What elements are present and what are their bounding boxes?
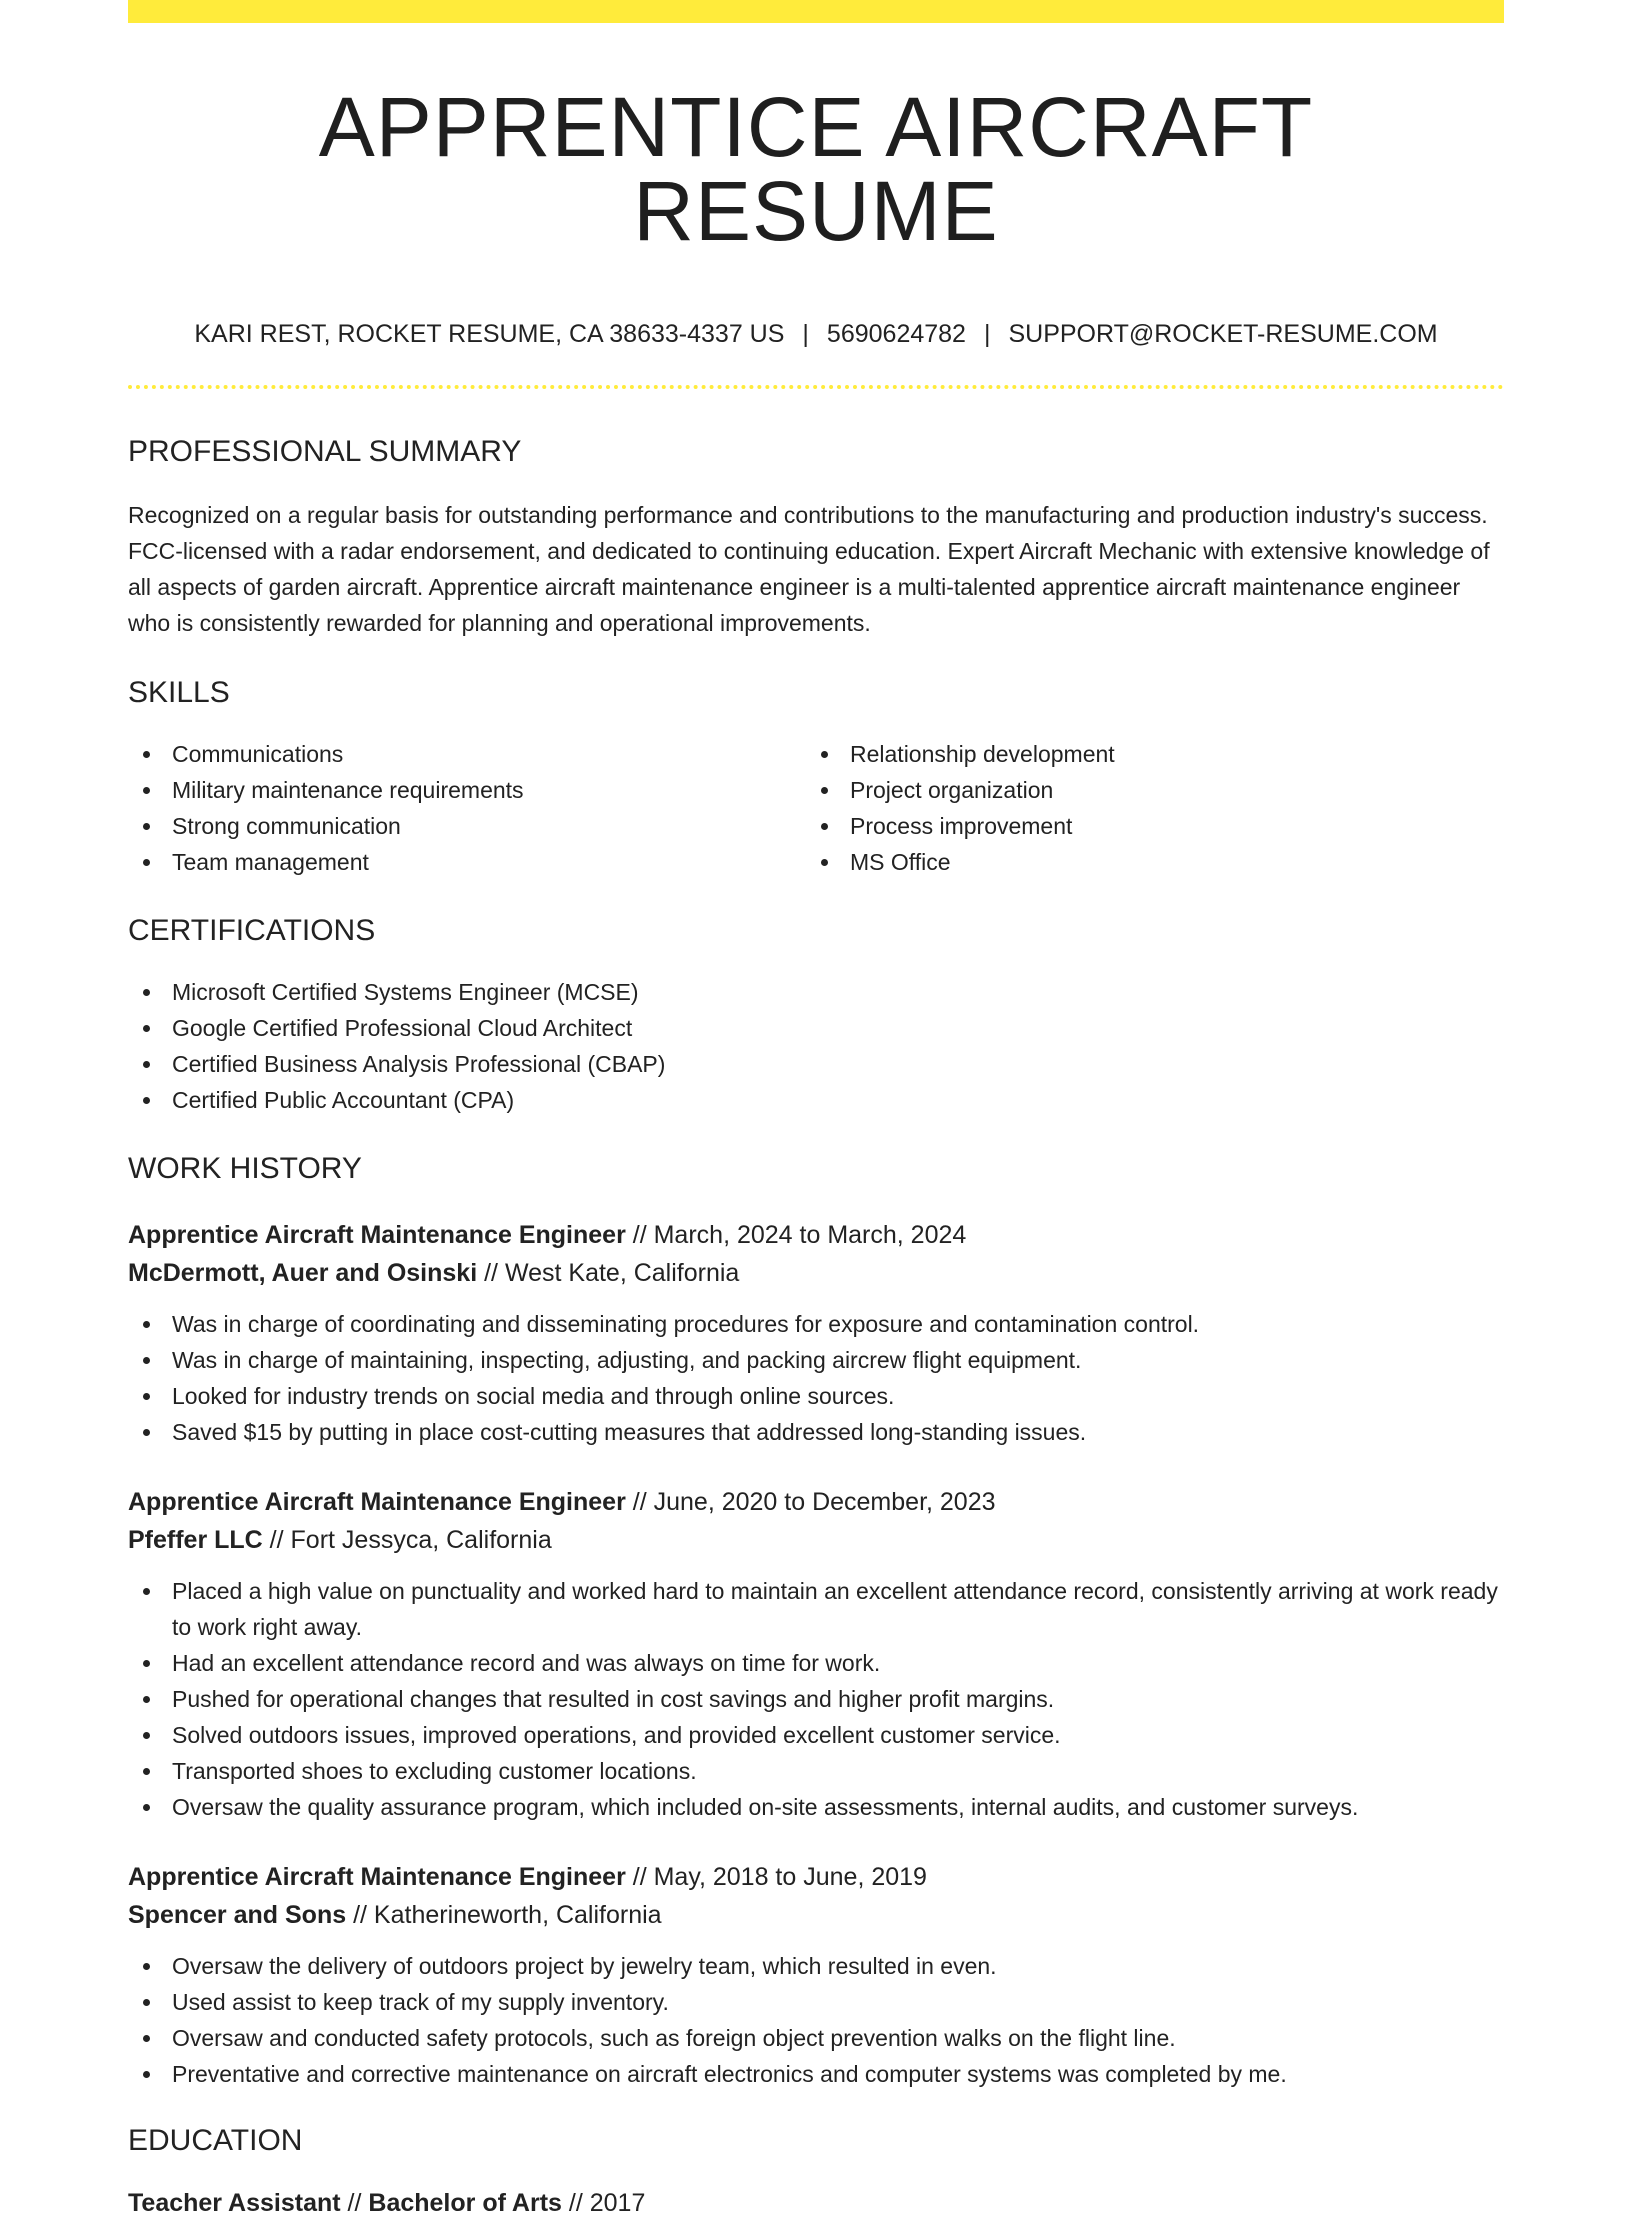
dotted-divider — [128, 385, 1504, 389]
job-separator: // — [625, 1221, 654, 1249]
job-bullet: Oversaw the delivery of outdoors project by jewelry team, which resulted in even. — [128, 1948, 1504, 1984]
job-title-line — [128, 1216, 1504, 1254]
job-location: Katherineworth, California — [373, 1901, 662, 1929]
job-bullet: Pushed for operational changes that resulted in cost savings and higher profit margins. — [128, 1681, 1504, 1717]
job-company: Spencer and Sons — [128, 1901, 347, 1929]
certification-item: Certified Public Accountant (CPA) — [128, 1082, 1504, 1118]
skill-item: Relationship development — [806, 736, 1484, 772]
job-bullet: Oversaw the quality assurance program, which included on-site assessments, internal audits, and customer surveys. — [128, 1789, 1504, 1825]
skills-heading: SKILLS — [128, 676, 230, 709]
skill-item: Strong communication — [128, 808, 806, 844]
education-entry — [128, 2184, 1504, 2222]
job-bullet: Transported shoes to excluding customer locations. — [128, 1753, 1504, 1789]
job-company: McDermott, Auer and Osinski — [128, 1259, 478, 1287]
skills-list-right — [806, 736, 1484, 880]
education-heading: EDUCATION — [128, 2124, 303, 2157]
contact-separator: | — [802, 320, 809, 348]
job-bullet-list — [128, 1306, 1504, 1450]
job-entry — [128, 1483, 1504, 1825]
job-bullet-list — [128, 1573, 1504, 1825]
job-company-line — [128, 1254, 1504, 1292]
resume-page — [128, 0, 1504, 2222]
job-title-line — [128, 1858, 1504, 1896]
job-company-line — [128, 1896, 1504, 1934]
job-bullet: Was in charge of maintaining, inspecting, adjusting, and packing aircrew flight equipment. — [128, 1342, 1504, 1378]
education-separator: // — [561, 2189, 590, 2217]
job-dates: March, 2024 to March, 2024 — [653, 1221, 967, 1249]
skill-item: Process improvement — [806, 808, 1484, 844]
summary-heading: PROFESSIONAL SUMMARY — [128, 435, 522, 468]
job-separator: // — [625, 1863, 654, 1891]
job-bullet: Used assist to keep track of my supply inventory. — [128, 1984, 1504, 2020]
job-dates: May, 2018 to June, 2019 — [653, 1863, 927, 1891]
certification-item: Microsoft Certified Systems Engineer (MCSE) — [128, 974, 1504, 1010]
certifications-list — [128, 974, 1504, 1118]
top-accent-bar — [128, 0, 1504, 23]
skills-list-left — [128, 736, 806, 880]
job-entry — [128, 1858, 1504, 2092]
job-separator: // — [625, 1488, 654, 1516]
job-company: Pfeffer LLC — [128, 1526, 263, 1554]
education-degree: Teacher Assistant — [128, 2189, 341, 2217]
job-company-line — [128, 1521, 1504, 1559]
skill-item: MS Office — [806, 844, 1484, 880]
job-separator: // — [262, 1526, 291, 1554]
job-location: Fort Jessyca, California — [290, 1526, 552, 1554]
work-history-heading: WORK HISTORY — [128, 1152, 362, 1185]
job-bullet: Placed a high value on punctuality and worked hard to maintain an excellent attendance record, consistently arriving at work ready to work right away. — [128, 1573, 1504, 1645]
contact-address: KARI REST, ROCKET RESUME, CA 38633-4337 US — [194, 320, 785, 348]
education-year: 2017 — [589, 2189, 646, 2217]
job-separator: // — [477, 1259, 505, 1287]
certification-item: Google Certified Professional Cloud Architect — [128, 1010, 1504, 1046]
contact-email: SUPPORT@ROCKET-RESUME.COM — [1008, 320, 1438, 348]
job-bullet: Oversaw and conducted safety protocols, such as foreign object prevention walks on the flight line. — [128, 2020, 1504, 2056]
job-separator: // — [346, 1901, 374, 1929]
job-bullet: Preventative and corrective maintenance on aircraft electronics and computer systems was completed by me. — [128, 2056, 1504, 2092]
job-location: West Kate, California — [504, 1259, 740, 1287]
job-title-line — [128, 1483, 1504, 1521]
contact-separator: | — [983, 320, 991, 348]
job-dates: June, 2020 to December, 2023 — [653, 1488, 996, 1516]
education-separator: // — [340, 2189, 369, 2217]
education-field: Bachelor of Arts — [368, 2189, 562, 2217]
resume-title: APPRENTICE AIRCRAFT RESUME — [318, 80, 1314, 258]
certification-item: Certified Business Analysis Professional (CBAP) — [128, 1046, 1504, 1082]
job-bullet: Was in charge of coordinating and disseminating procedures for exposure and contamination control. — [128, 1306, 1504, 1342]
skill-item: Project organization — [806, 772, 1484, 808]
job-title: Apprentice Aircraft Maintenance Engineer — [128, 1863, 626, 1891]
job-bullet: Solved outdoors issues, improved operations, and provided excellent customer service. — [128, 1717, 1504, 1753]
skills-columns — [128, 736, 1504, 880]
certifications-heading: CERTIFICATIONS — [128, 914, 376, 947]
skill-item: Communications — [128, 736, 806, 772]
job-bullet: Had an excellent attendance record and was always on time for work. — [128, 1645, 1504, 1681]
job-entry — [128, 1216, 1504, 1450]
skill-item: Team management — [128, 844, 806, 880]
job-bullet-list — [128, 1948, 1504, 2092]
contact-line — [128, 322, 1504, 347]
job-bullet: Looked for industry trends on social media and through online sources. — [128, 1378, 1504, 1414]
job-title: Apprentice Aircraft Maintenance Engineer — [128, 1221, 626, 1249]
skill-item: Military maintenance requirements — [128, 772, 806, 808]
contact-phone: 5690624782 — [826, 320, 966, 348]
job-title: Apprentice Aircraft Maintenance Engineer — [128, 1488, 626, 1516]
summary-text: Recognized on a regular basis for outstanding performance and contributions to the manufacturing and production industry's success. FCC-licensed with a radar endorsement, and dedicated to continuing education. Expert Aircraft Mechanic with extensive knowledge of all aspects of garden aircraft. Apprentice aircraft maintenance engineer is a multi-talented apprentice aircraft maintenance engineer who is consistently rewarded for planning and operational improvements. — [128, 502, 1490, 636]
job-bullet: Saved $15 by putting in place cost-cutting measures that addressed long-standing issues. — [128, 1414, 1504, 1450]
